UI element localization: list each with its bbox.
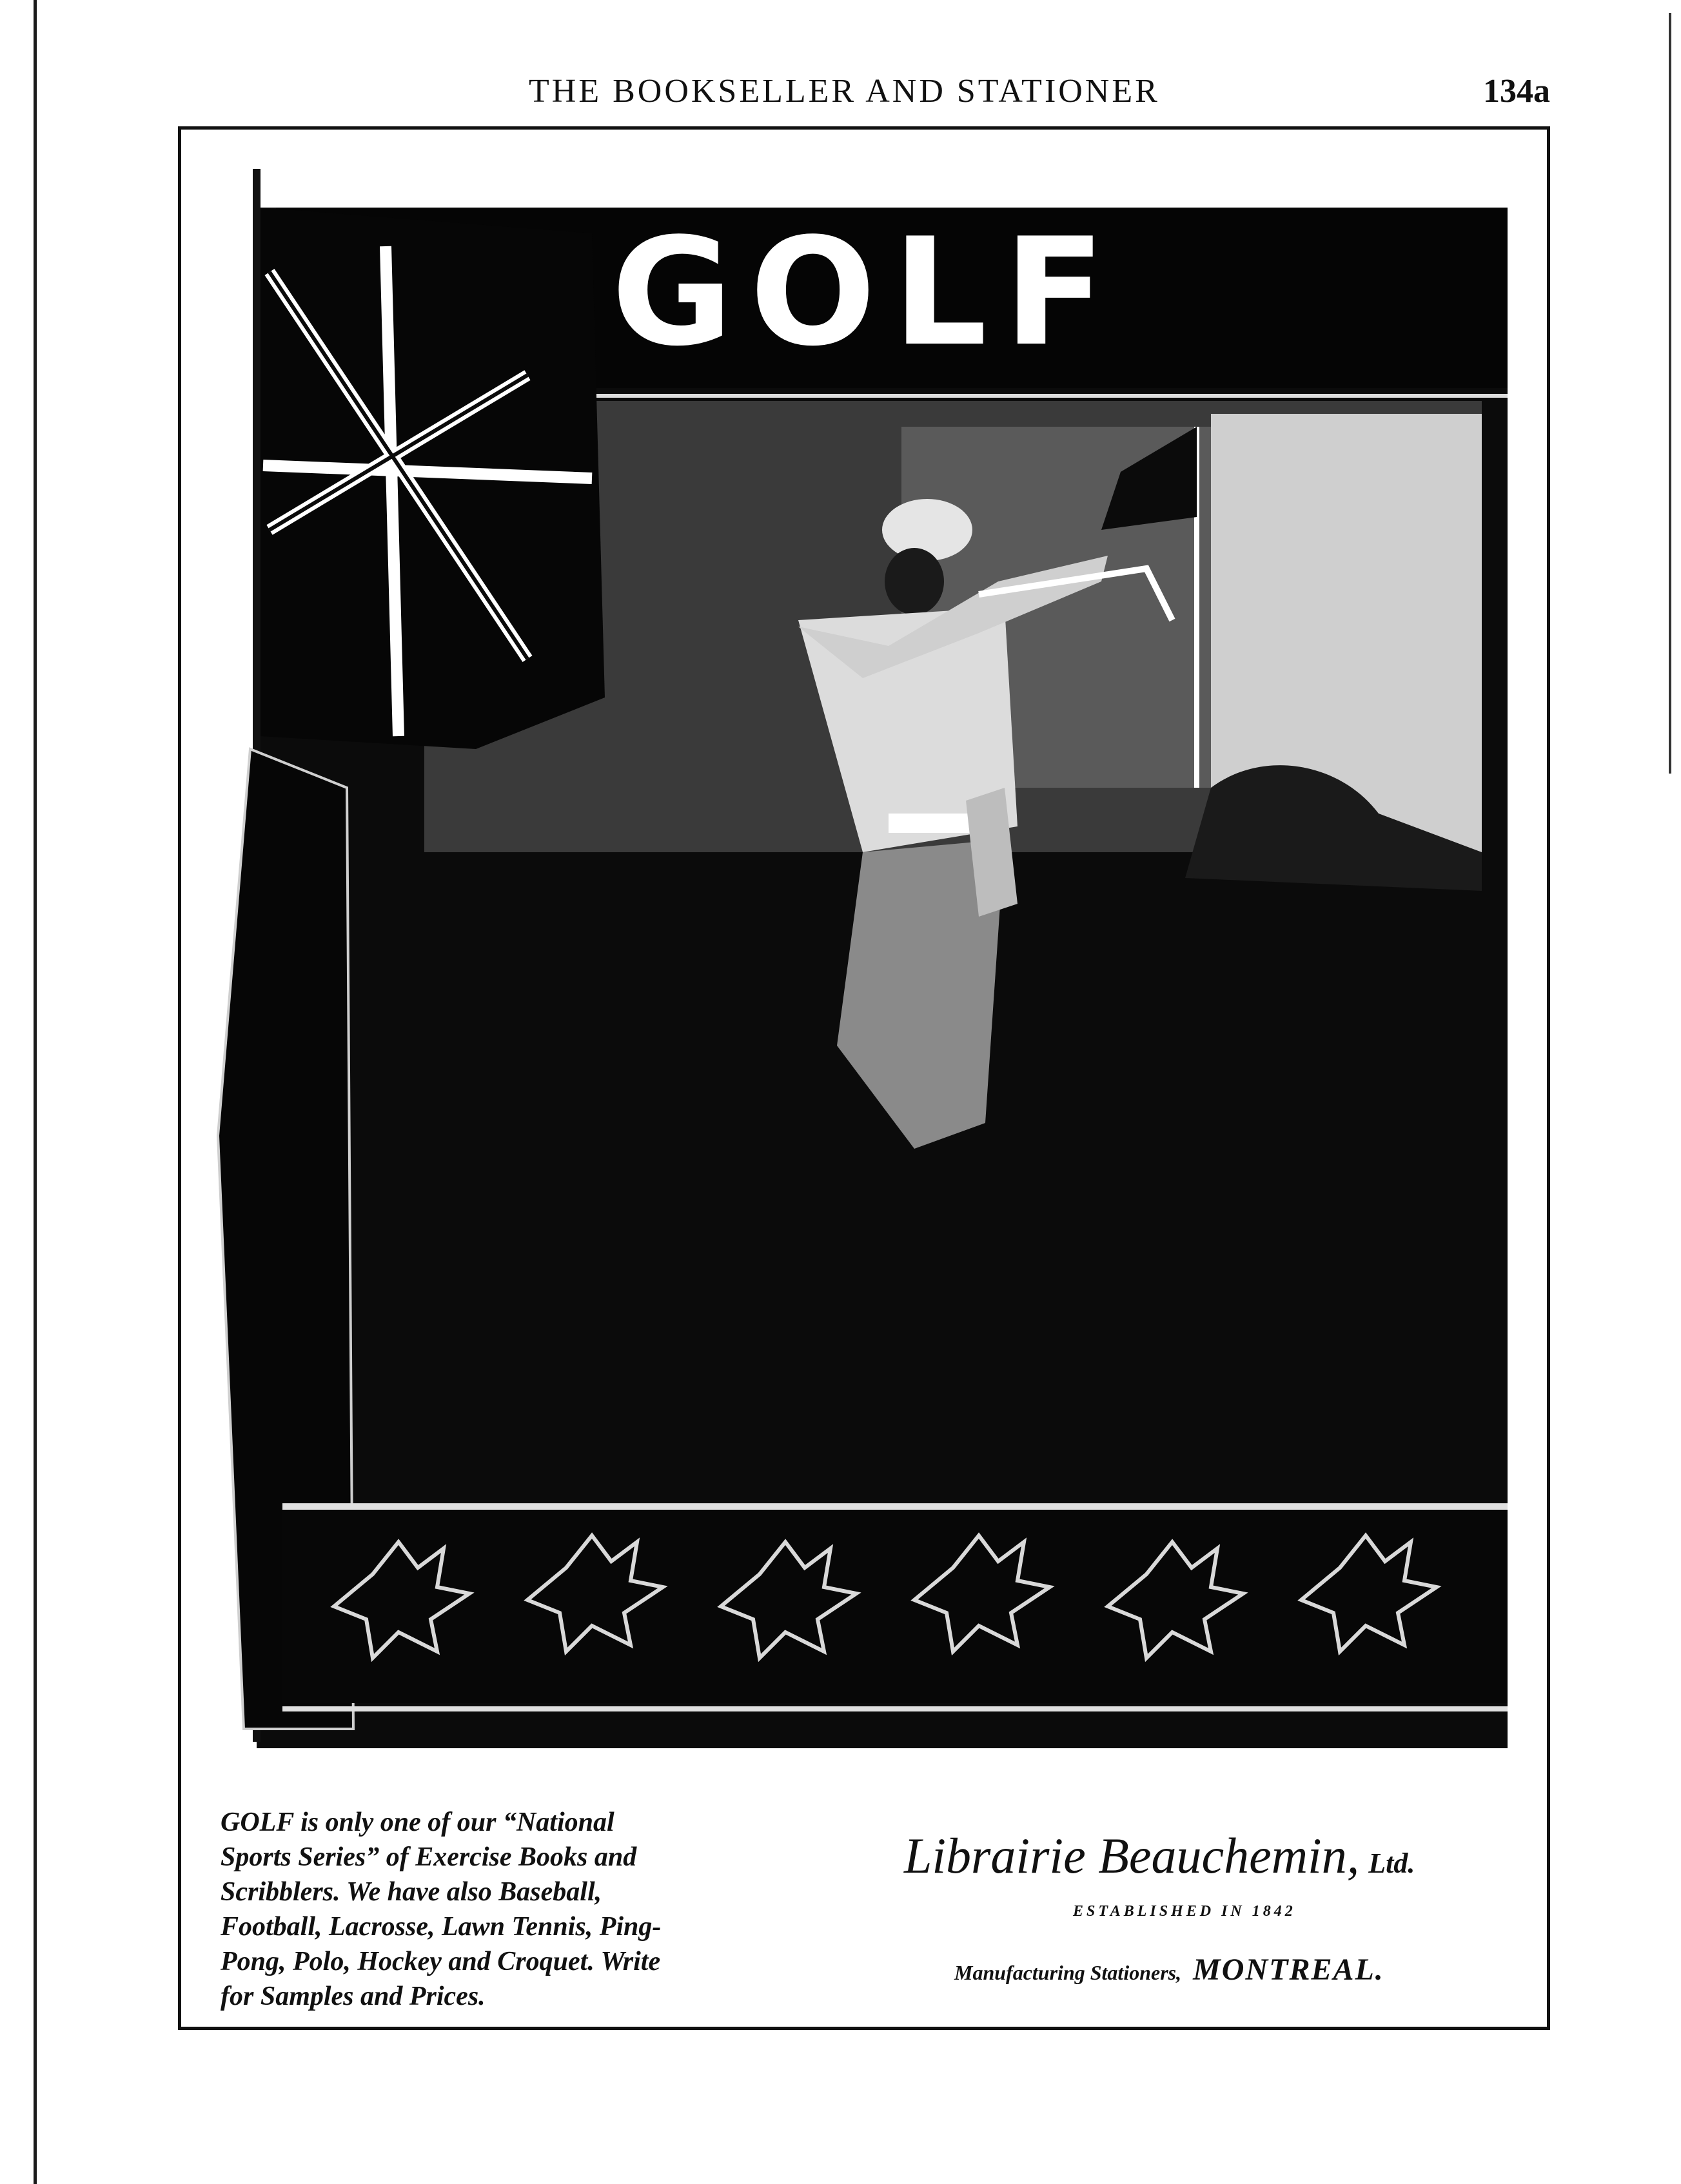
established-line: ESTABLISHED IN 1842 [1073, 1903, 1296, 1920]
golf-title: GOLF [611, 207, 1122, 379]
ad-copy-line: Scribblers. We have also Baseball, [221, 1877, 602, 1907]
ad-copy-line: Football, Lacrosse, Lawn Tennis, Ping- [221, 1912, 662, 1942]
border-rule-bottom [282, 1706, 1508, 1711]
advertisement-copy [221, 1805, 788, 2014]
ad-copy-line: Pong, Polo, Hockey and Croquet. Write [221, 1947, 661, 1976]
company-name-text: Librairie Beauchemin, [904, 1828, 1360, 1884]
ad-copy-line: Sports Series” of Exercise Books and [221, 1842, 637, 1872]
scan-edge-right [1669, 13, 1671, 774]
company-name [904, 1827, 1415, 1885]
border-rule-top [282, 1503, 1508, 1510]
ad-copy-line: for Samples and Prices. [221, 1982, 486, 2011]
scan-edge-left [34, 0, 37, 2184]
golf-illustration [205, 169, 1527, 1761]
company-suffix: Ltd. [1368, 1848, 1415, 1879]
page-number: 134a [1483, 73, 1550, 110]
address-text: Manufacturing Stationers, [954, 1961, 1182, 1984]
address-city: MONTREAL. [1193, 1953, 1384, 1987]
golfer-face [885, 548, 944, 615]
ad-copy-line: GOLF is only one of our “National [221, 1808, 614, 1837]
maple-leaf-border [282, 1510, 1508, 1703]
running-head: THE BOOKSELLER AND STATIONER [529, 73, 1160, 110]
company-address [954, 1952, 1384, 1987]
